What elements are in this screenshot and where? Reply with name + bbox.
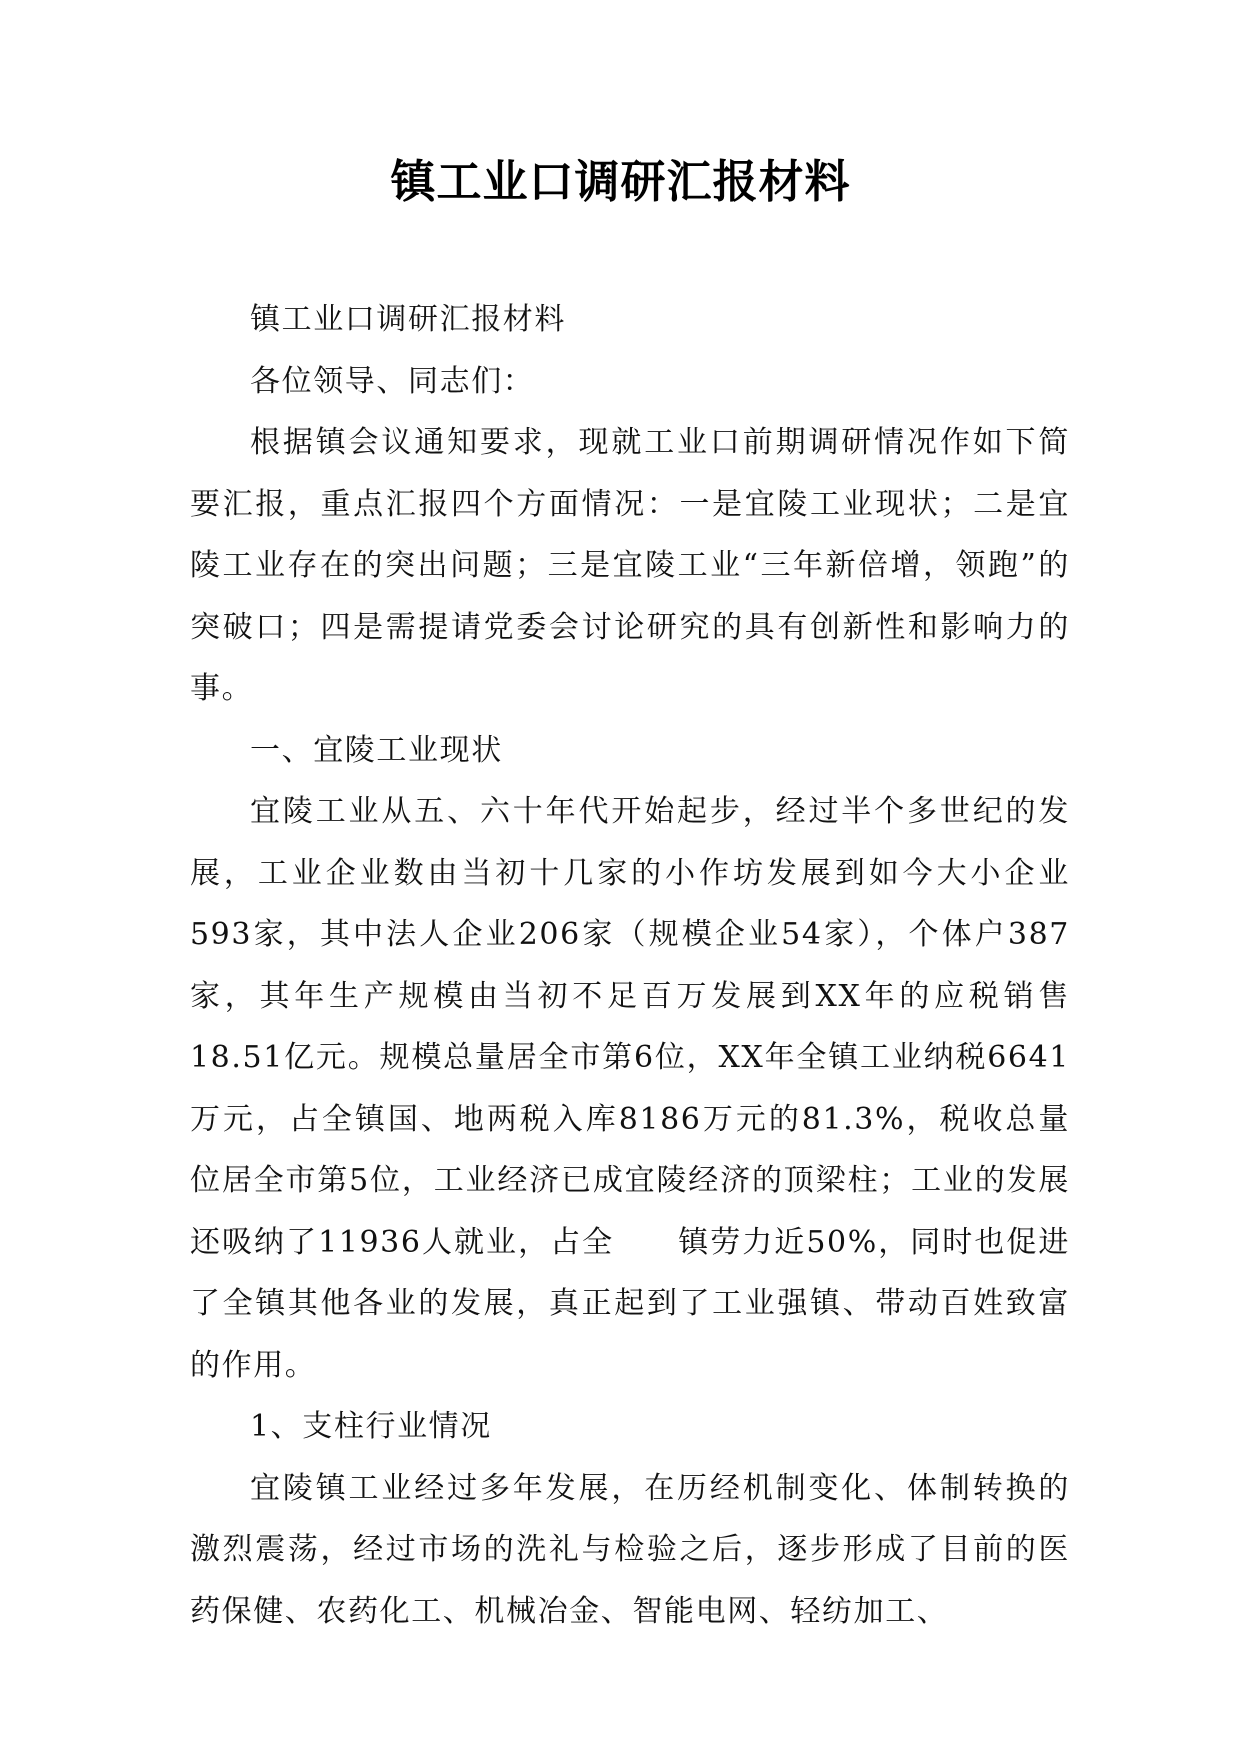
document-title: 镇工业口调研汇报材料 — [390, 155, 851, 208]
paragraph-current-status: 宜陵工业从五、六十年代开始起步，经过半个多世纪的发展，工业企业数由当初十几家的小作坊发展到如今大小企业593家，其中法人企业206家（规模企业54家），个体户387家，其年生产规模由当初不足百万发展到XX年的应税销售18.51亿元。规模总量居全市第6位，XX年全镇工业纳税6641万元，占全镇国、地两税入库8186万元的81.3%，税收总量位居全市第5位，工业经济已成宜陵经济的顶梁柱；工业的发展还吸纳了11936人就业，占全 镇劳力近50%，同时也促进了全镇其他各业的发展，真正起到了工业强镇、带动百姓致富的作用。 — [190, 794, 1070, 1383]
document-body — [190, 289, 1070, 1642]
paragraph-pillar-industries: 宜陵镇工业经过多年发展，在历经机制变化、体制转换的激烈震荡，经过市场的洗礼与检验之后，逐步形成了目前的医药保健、农药化工、机械冶金、智能电网、轻纺加工、 — [190, 1470, 1070, 1629]
section-heading-1: 一、宜陵工业现状 — [250, 732, 503, 768]
paragraph-intro: 根据镇会议通知要求，现就工业口前期调研情况作如下简要汇报，重点汇报四个方面情况：一是宜陵工业现状；二是宜陵工业存在的突出问题；三是宜陵工业“三年新倍增，领跑”的突破口；四是需提请党委会讨论研究的具有创新性和影响力的事。 — [190, 425, 1070, 706]
paragraph-subtitle: 镇工业口调研汇报材料 — [250, 302, 566, 337]
paragraph-salutation: 各位领导、同志们： — [250, 363, 535, 399]
subsection-heading-1: 1、支柱行业情况 — [250, 1409, 492, 1444]
